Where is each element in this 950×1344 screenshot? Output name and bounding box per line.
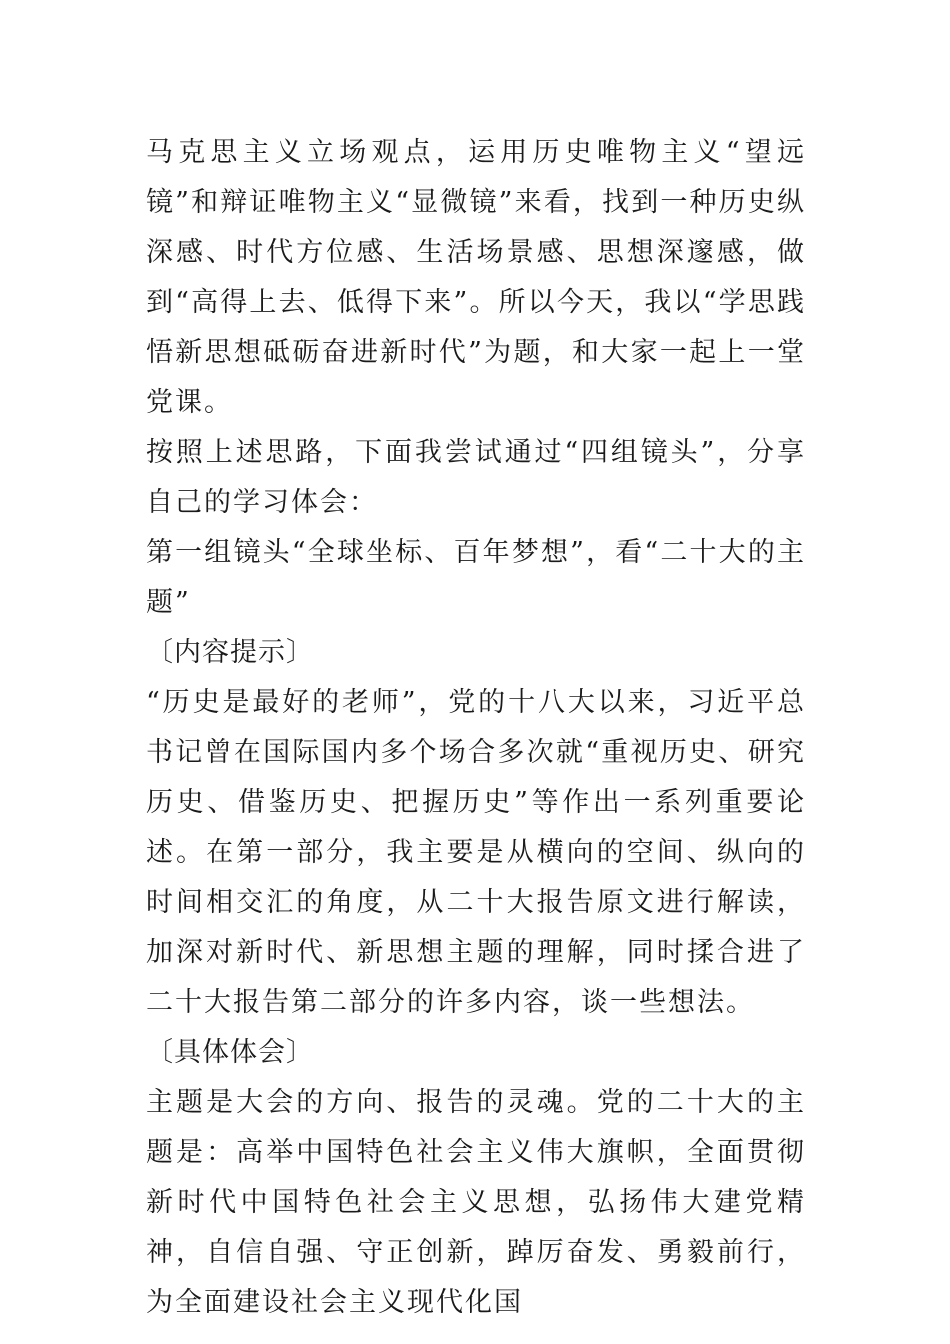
section-heading-first-lens: 第一组镜头“全球坐标、百年梦想”，看“二十大的主题” xyxy=(146,537,806,618)
specific-experience-label: 〔具体体会〕 xyxy=(146,1037,314,1068)
content-hint-label: 〔内容提示〕 xyxy=(146,637,314,668)
paragraph-intro: 马克思主义立场观点，运用历史唯物主义“望远镜”和辩证唯物主义“显微镜”来看，找到一种历史纵深感、时代方位感、生活场景感、思想深邃感，做到“高得上去、低得下来”。所以今天，我以“学思践悟新思想砥砺奋进新时代”为题，和大家一起上一堂党课。 xyxy=(146,137,806,418)
paragraph-theme: 主题是大会的方向、报告的灵魂。党的二十大的主题是：高举中国特色社会主义伟大旗帜，全面贯彻新时代中国特色社会主义思想，弘扬伟大建党精神，自信自强、守正创新，踔厉奋发、勇毅前行，为全面建设社会主义现代化国 xyxy=(146,1087,806,1318)
paragraph-approach: 按照上述思路，下面我尝试通过“四组镜头”，分享自己的学习体会： xyxy=(146,437,806,518)
document-body xyxy=(146,128,806,1328)
paragraph-content-hint: “历史是最好的老师”，党的十八大以来，习近平总书记曾在国际国内多个场合多次就“重视历史、研究历史、借鉴历史、把握历史”等作出一系列重要论述。在第一部分，我主要是从横向的空间、纵向的时间相交汇的角度，从二十大报告原文进行解读，加深对新时代、新思想主题的理解，同时揉合进了二十大报告第二部分的许多内容，谈一些想法。 xyxy=(146,687,806,1018)
